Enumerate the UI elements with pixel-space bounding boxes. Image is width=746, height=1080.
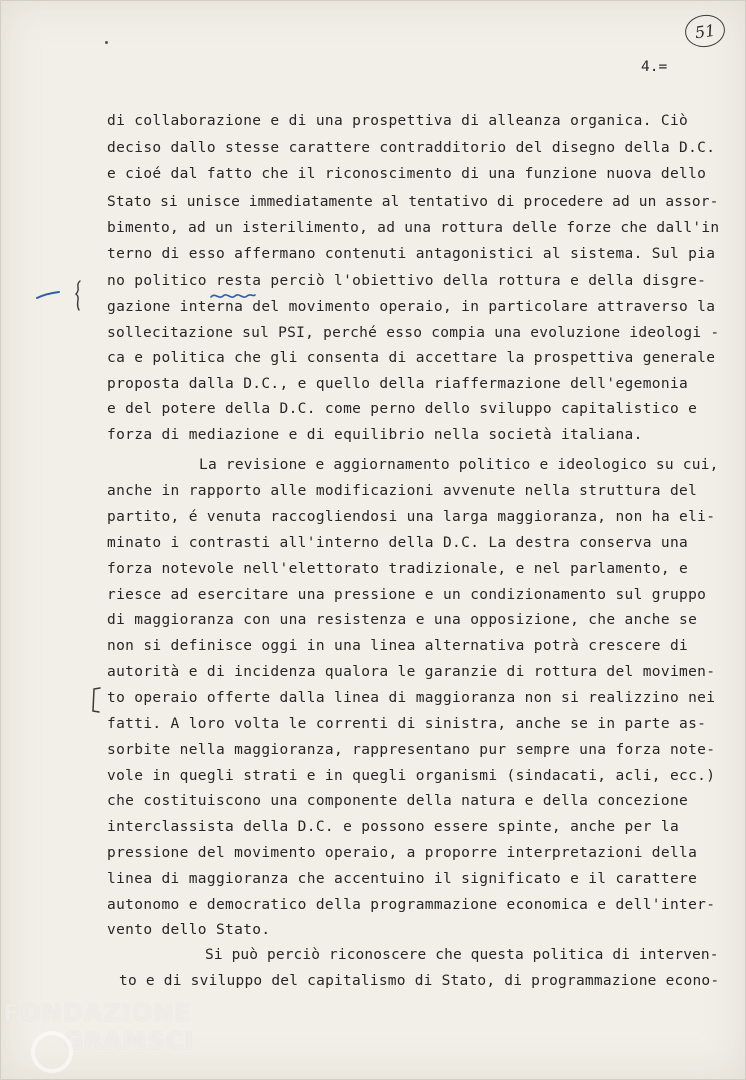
margin-bracket-mark [89,685,103,715]
text-line: no politico resta perciò l'obiettivo della rottura e della disgre- [107,273,707,289]
text-line: di maggioranza con una resistenza e una opposizione, che anche se [107,612,698,628]
text-line: linea di maggioranza che accentuino il significato e il carattere [107,871,698,887]
text-line: sorbite nella maggioranza, rappresentano pur sempre una forza note- [107,742,716,758]
text-line: forza di mediazione e di equilibrio nella società italiana. [107,427,643,443]
text-line: e cioé dal fatto che il riconoscimento di una funzione nuova dello [107,166,707,182]
page-number: 4.= [641,59,668,75]
text-line: minato i contrasti all'interno della D.C. La destra conserva una [107,535,689,551]
text-line: autorità e di incidenza qualora le garanzie di rottura del movimen- [107,664,716,680]
margin-brace-mark [71,279,85,313]
text-line: to operaio offerte dalla linea di maggioranza non si realizzino nei [107,690,716,706]
text-line: non si definisce oggi in una linea alternativa potrà crescere di [107,638,689,654]
text-line: to e di sviluppo del capitalismo di Stato, di programmazione econo- [119,973,720,989]
text-line: fatti. A loro volta le correnti di sinistra, anche se in parte as- [107,716,707,732]
text-line: proposta dalla D.C., e quello della riaffermazione dell'egemonia [107,376,689,392]
text-line: vento dello Stato. [107,922,271,938]
text-line: anche in rapporto alle modificazioni avvenute nella struttura del [107,483,698,499]
text-line: gazione interna del movimento operaio, in particolare attraverso la [107,299,716,315]
text-line: terno di esso affermano contenuti antagonistici al sistema. Sul pia [107,246,716,262]
ink-speck [105,41,108,44]
text-line: forza notevole nell'elettorato tradizionale, e nel parlamento, e [107,561,689,577]
text-line: partito, é venuta raccogliendosi una larga maggioranza, non ha eli- [107,509,716,525]
text-line: e del potere della D.C. come perno dello sviluppo capitalistico e [107,401,698,417]
margin-dash-mark [35,287,63,303]
text-line: autonomo e democratico della programmazione economica e dell'inter- [107,897,716,913]
text-line: che costituiscono una componente della natura e della concezione [107,793,689,809]
text-line: pressione del movimento operaio, a proporre interpretazioni della [107,845,698,861]
text-line: bimento, ad un isterilimento, ad una rottura delle forze che dall'in [107,220,720,236]
text-line: interclassista della D.C. e possono essere spinte, anche per la [107,819,680,835]
text-line: deciso dallo stesse carattere contradditorio del disegno della D.C. [107,140,716,156]
text-line: ca e politica che gli consenta di accettare la prospettiva generale [107,350,716,366]
text-line: Stato si unisce immediatamente al tentativo di procedere ad un assor- [107,194,719,210]
watermark-line-2: GRAMSCI [63,1027,195,1055]
text-line: riesce ad esercitare una pressione e un condizionamento sul gruppo [107,587,707,603]
text-line: vole in quegli strati e in quegli organismi (sindacati, acli, ecc.) [107,768,716,784]
watermark-line-1: FONDAZIONE [3,999,192,1027]
text-line: Si può perciò riconoscere che questa politica di interven- [205,947,719,963]
underline-squiggle-mark [209,291,257,301]
archive-number-stamp: 51 [683,12,727,49]
text-line: La revisione e aggiornamento politico e ideologico su cui, [199,457,719,473]
watermark-logo-icon [31,1031,73,1073]
text-line: di collaborazione e di una prospettiva di alleanza organica. Ciò [107,113,689,129]
text-line: sollecitazione sul PSI, perché esso compia una evoluzione ideologi - [107,325,720,341]
